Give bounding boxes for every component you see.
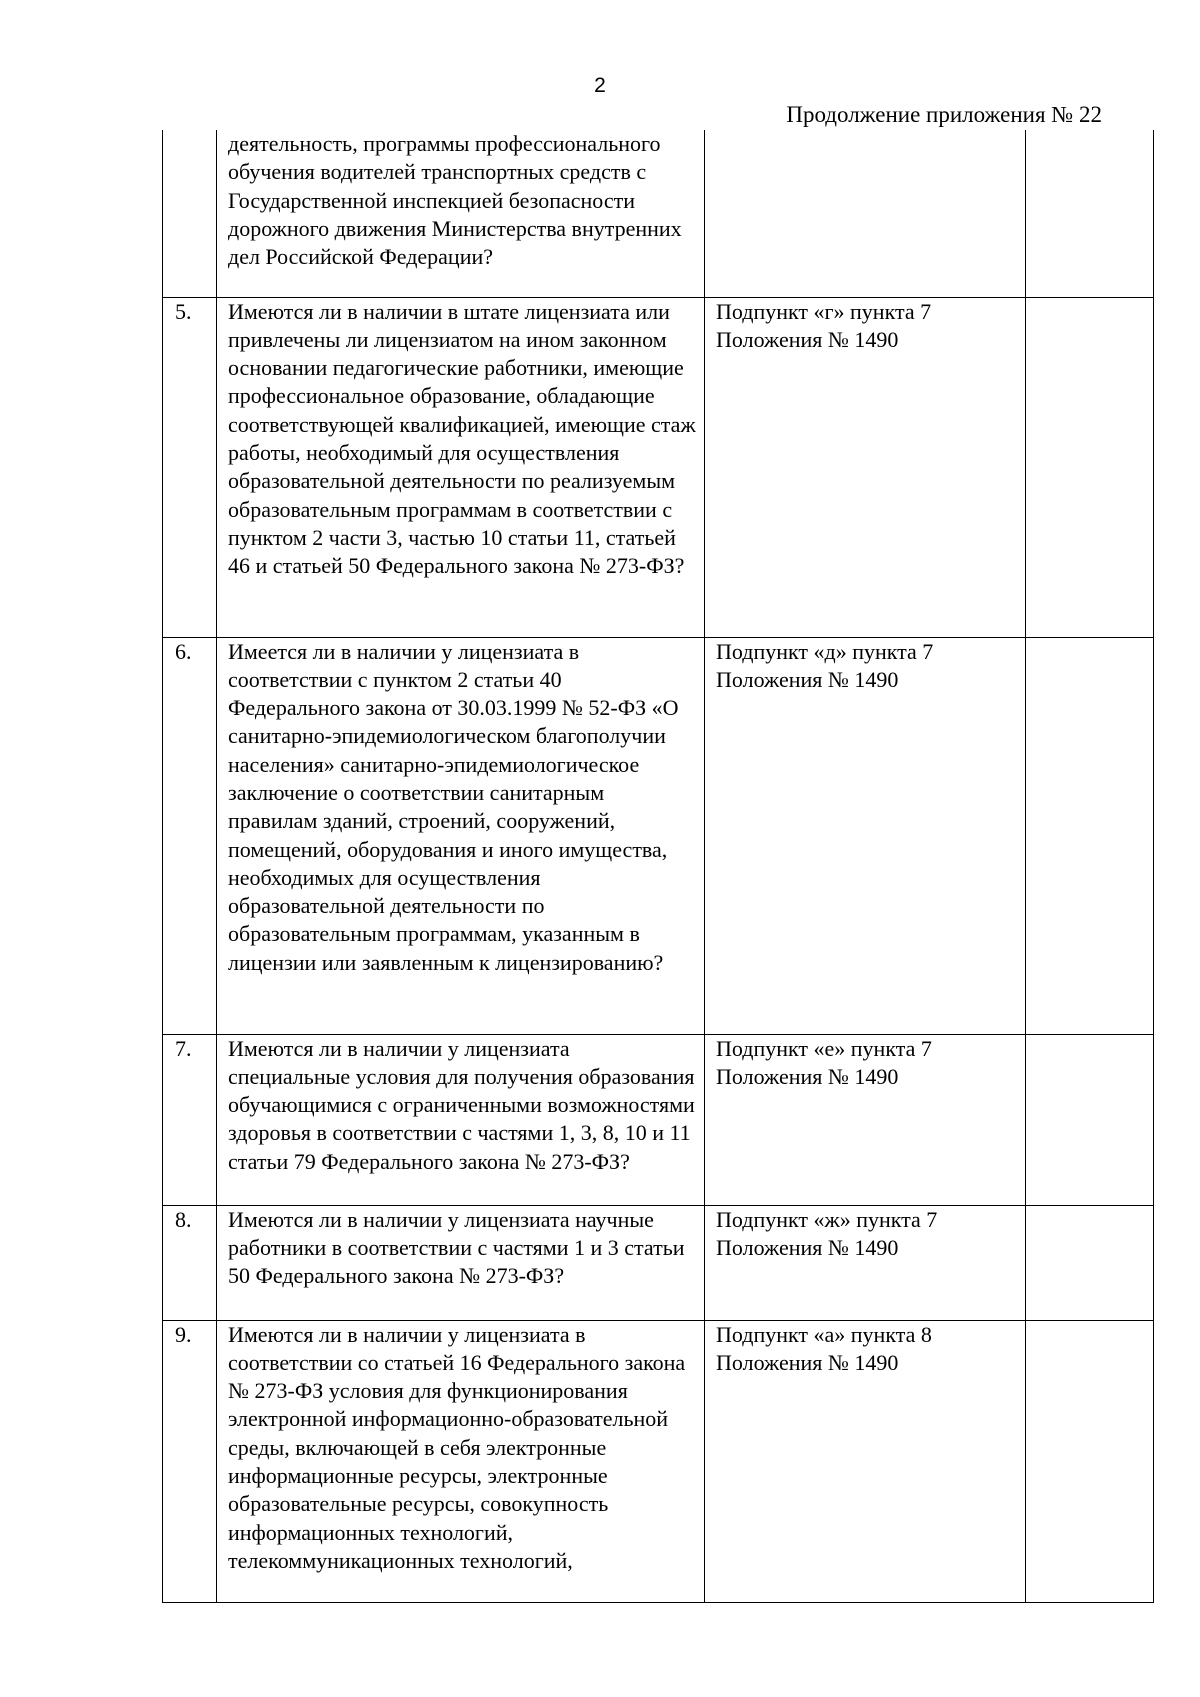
legal-reference: Подпункт «г» пункта 7 Положения № 1490 <box>705 297 1026 637</box>
legal-reference: Подпункт «е» пункта 7 Положения № 1490 <box>705 1034 1026 1205</box>
legal-reference: Подпункт «ж» пункта 7 Положения № 1490 <box>705 1205 1026 1320</box>
table-row <box>163 1320 1154 1602</box>
question-text: Имеются ли в наличии у лицензиата в соответствии со статьей 16 Федерального закона № 273-ФЗ условия для функционирования электронной информационно-образовательной среды, включающей в себя электронные информационные ресурсы, электронные образовательные ресурсы, совокупность информационных технологий, телекоммуникационных технологий, <box>217 1320 705 1602</box>
row-number: 8. <box>163 1205 217 1320</box>
row-number: 6. <box>163 637 217 1034</box>
answer-cell <box>1026 297 1154 637</box>
legal-reference: Подпункт «а» пункта 8 Положения № 1490 <box>705 1320 1026 1602</box>
table-row <box>163 1205 1154 1320</box>
appendix-continuation-title: Продолжение приложения № 22 <box>786 102 1102 127</box>
answer-cell <box>1026 130 1154 297</box>
checklist-table <box>162 130 1154 1603</box>
question-text: Имеются ли в наличии в штате лицензиата или привлечены ли лицензиатом на ином законном основании педагогические работники, имеющие профессиональное образование, обладающие соответствующей квалификацией, имеющие стаж работы, необходимый для осуществления образовательной деятельности по реализуемым образовательным программам в соответствии с пунктом 2 части 3, частью 10 статьи 11, статьей 46 и статьей 50 Федерального закона № 273-ФЗ? <box>217 297 705 637</box>
answer-cell <box>1026 1205 1154 1320</box>
question-text: деятельность, программы профессионального обучения водителей транспортных средств с Государственной инспекцией безопасности дорожного движения Министерства внутренних дел Российской Федерации? <box>217 130 705 297</box>
question-text: Имеются ли в наличии у лицензиата специальные условия для получения образования обучающимися с ограниченными возможностями здоровья в соответствии с частями 1, 3, 8, 10 и 11 статьи 79 Федерального закона № 273-ФЗ? <box>217 1034 705 1205</box>
question-text: Имеются ли в наличии у лицензиата научные работники в соответствии с частями 1 и 3 статьи 50 Федерального закона № 273-ФЗ? <box>217 1205 705 1320</box>
legal-reference: Подпункт «д» пункта 7 Положения № 1490 <box>705 637 1026 1034</box>
question-text: Имеется ли в наличии у лицензиата в соответствии с пунктом 2 статьи 40 Федерального закона от 30.03.1999 № 52-ФЗ «О санитарно-эпидемиологическом благополучии населения» санитарно-эпидемиологическое заключение о соответствии санитарным правилам зданий, строений, сооружений, помещений, оборудования и иного имущества, необходимых для осуществления образовательной деятельности по образовательным программам, указанным в лицензии или заявленным к лицензированию? <box>217 637 705 1034</box>
answer-cell <box>1026 637 1154 1034</box>
table-row <box>163 637 1154 1034</box>
row-number <box>163 130 217 297</box>
answer-cell <box>1026 1320 1154 1602</box>
row-number: 5. <box>163 297 217 637</box>
page-number: 2 <box>594 74 606 97</box>
table-row <box>163 130 1154 297</box>
answer-cell <box>1026 1034 1154 1205</box>
table-row <box>163 297 1154 637</box>
legal-reference <box>705 130 1026 297</box>
row-number: 7. <box>163 1034 217 1205</box>
table-row <box>163 1034 1154 1205</box>
row-number: 9. <box>163 1320 217 1602</box>
